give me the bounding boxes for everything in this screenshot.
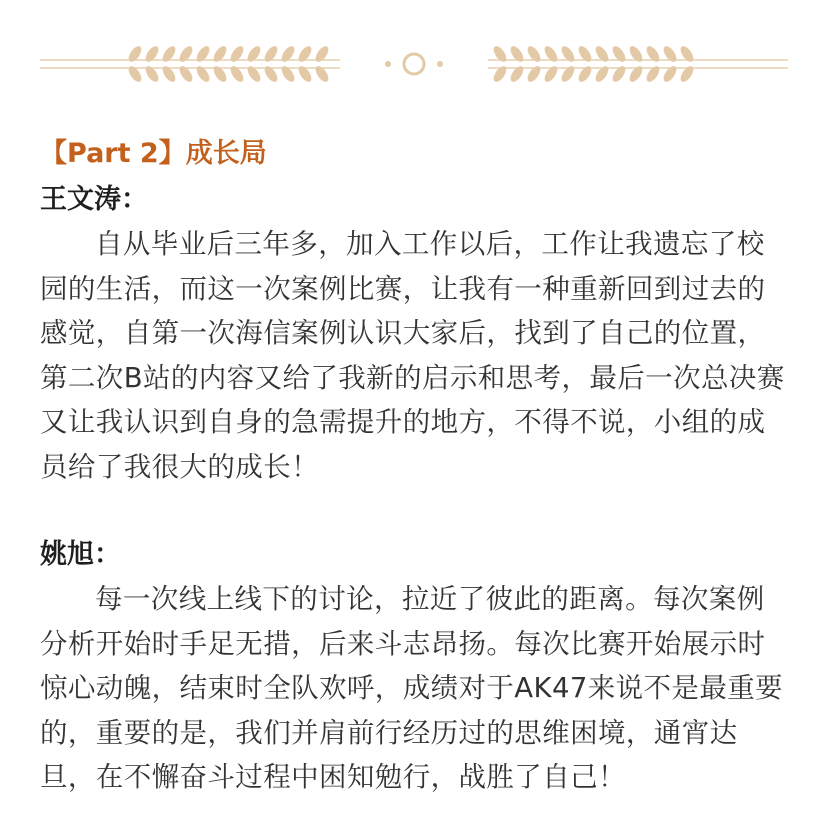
speaker-name: 王文涛： [40,184,148,215]
leaf-icon [593,64,611,84]
leaf-icon [610,64,628,84]
leaf-icon [576,44,594,64]
leaf-icon [525,64,543,84]
leaf-icon [542,44,560,64]
leaf-icon [143,44,161,64]
leaf-icon [491,44,509,64]
leaf-icon [627,64,645,84]
leaf-icon [559,64,577,84]
leaf-icon [644,44,662,64]
article-body [40,136,790,800]
part-title: 【Part 2】成长局 [40,138,267,169]
leaf-icon [279,64,297,84]
leaf-icon [228,64,246,84]
leaf-icon [143,64,161,84]
leaf-icon [525,44,543,64]
leaf-icon [211,44,229,64]
leaf-icon [296,44,314,64]
leaf-icon [542,64,560,84]
leaf-icon [262,44,280,64]
leaf-icon [313,44,331,64]
leaf-icon [661,64,679,84]
leaf-icon [296,64,314,84]
leaf-icon [194,64,212,84]
leaf-icon [126,44,144,64]
leaf-icon [644,64,662,84]
speaker-name: 姚旭： [40,539,121,570]
leaf-icon [177,64,195,84]
leaf-icon [508,44,526,64]
leaf-icon [678,64,696,84]
leaf-icon [593,44,611,64]
leaf-icon [177,44,195,64]
leaf-icon [678,44,696,64]
spacer [40,489,790,533]
leaf-icon [559,44,577,64]
leaf-icon [491,64,509,84]
speaker-paragraph: 自从毕业后三年多，加入工作以后，工作让我遗忘了校园的生活，而这一次案例比赛，让我有一种重新回到过去的感觉，自第一次海信案例认识大家后，找到了自己的位置，第二次B站的内容又给了我新的启示和思考，最后一次总决赛又让我认识到自身的急需提升的地方，不得不说，小组的成员给了我很大的成长！ [40,228,785,483]
leaf-icon [194,44,212,64]
leaf-icon [313,64,331,84]
leaf-icon [610,44,628,64]
leaf-icon [627,44,645,64]
leaf-icon [160,44,178,64]
decorative-divider [40,36,788,92]
leaf-icon [126,64,144,84]
leaf-icon [245,64,263,84]
leaf-icon [661,44,679,64]
speaker-paragraph: 每一次线上线下的讨论，拉近了彼此的距离。每次案例分析开始时手足无措，后来斗志昂扬。每次比赛开始展示时惊心动魄，结束时全队欢呼，成绩对于AK47来说不是最重要的，重要的是，我们并肩前行经历过的思维困境，通宵达旦，在不懈奋斗过程中困知勉行，战胜了自己！ [40,583,784,793]
leaf-icon [160,64,178,84]
leaf-icon [245,44,263,64]
leaf-icon [262,64,280,84]
leaf-icon [228,44,246,64]
leaf-icon [279,44,297,64]
leaf-icon [508,64,526,84]
wheat-ornament-icon [40,36,788,92]
leaf-icon [211,64,229,84]
leaf-icon [576,64,594,84]
